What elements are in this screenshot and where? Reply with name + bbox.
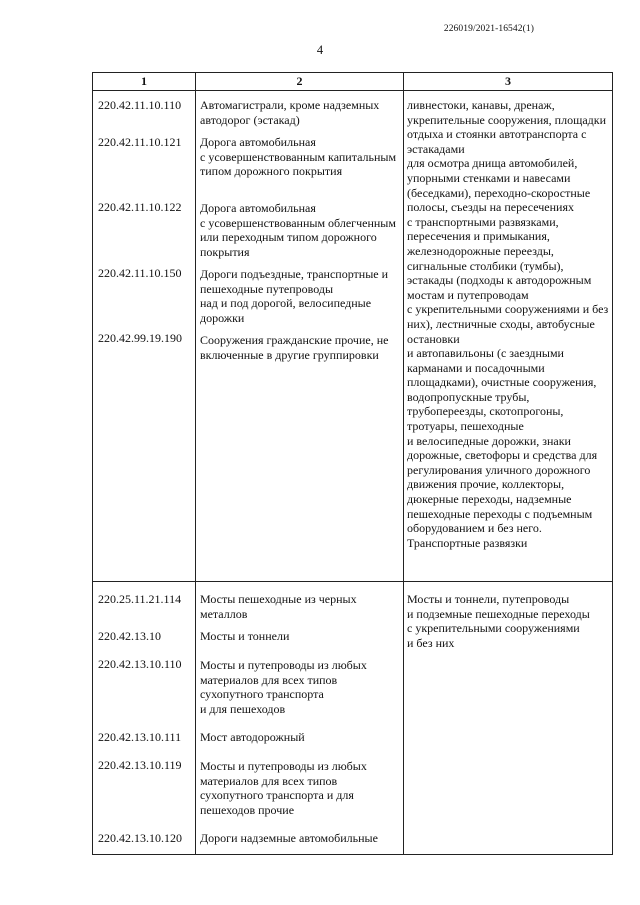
- codes-cell: [93, 582, 196, 855]
- classifier-code: 220.42.11.10.150: [98, 265, 182, 280]
- table-header-row: [93, 73, 613, 91]
- related-objects-text: Мосты и тоннели, путепроводы и подземные пешеходные переходы с укрепительными сооружениями и без них: [407, 592, 590, 650]
- classifier-code: 220.42.13.10.119: [98, 758, 182, 773]
- related-objects-cell: [404, 91, 613, 582]
- classifier-name: Сооружения гражданские прочие, не включенные в другие группировки: [200, 333, 389, 362]
- classifier-code: 220.42.99.19.190: [98, 331, 182, 346]
- column-header-3: 3: [404, 73, 613, 91]
- related-objects-text: ливнестоки, канавы, дренаж, укрепительные сооружения, площадки отдыха и стоянки автотранспорта с эстакадами для осмотра днища автомобилей, упорными стенками и навесами (беседками), переходно-скоростные полосы, съезды на пересечениях с транспортными развязками, пересечения и примыкания, железнодорожные переезды, сигнальные столбики (тумбы), эстакады (подходы к автодорожным мостам и путепроводам с укрепительными сооружениями и без них), лестничные сходы, автобусные остановки и автопавильоны (с заездными карманами и посадочными площадками), очистные сооружения, водопропускные трубы, трубопереезды, скотопрогоны, тротуары, пешеходные и велосипедные дорожки, знаки дорожные, светофоры и средства для регулирования уличного дорожного движения прочие, коллекторы, дюкерные переходы, надземные пешеходные переходы с подъемным оборудованием и без него. Транспортные развязки: [407, 98, 609, 550]
- classifier-name: Автомагистрали, кроме надземных автодорог (эстакад): [200, 98, 380, 127]
- related-objects-cell: [404, 582, 613, 855]
- classification-table: [92, 72, 613, 855]
- classifier-name: Дорога автомобильная с усовершенствованным капитальным типом дорожного покрытия: [200, 135, 397, 179]
- document-registration-number: 226019/2021-16542(1): [443, 24, 534, 34]
- names-cell: [196, 91, 404, 582]
- classifier-name: Мосты и тоннели: [200, 629, 290, 643]
- classifier-name: Мосты пешеходные из черных металлов: [200, 592, 357, 621]
- classifier-code: 220.42.11.10.121: [98, 134, 182, 149]
- names-cell: [196, 582, 404, 855]
- classifier-code: 220.42.13.10.111: [98, 729, 182, 744]
- classifier-name: Мосты и путепроводы из любых материалов для всех типов сухопутного транспорта и для пешеходов прочие: [200, 759, 367, 817]
- classifier-code: 220.25.11.21.114: [98, 592, 182, 606]
- table-section: [93, 582, 613, 855]
- classifier-name: Дорога автомобильная с усовершенствованным облегченным или переходным типом дорожного покрытия: [200, 201, 396, 259]
- column-header-2: 2: [196, 73, 404, 91]
- column-header-1: 1: [93, 73, 196, 91]
- classifier-name: Мосты и путепроводы из любых материалов для всех типов сухопутного транспорта и для пешеходов: [200, 658, 367, 716]
- classifier-name: Дороги подъездные, транспортные и пешеходные путепроводы над и под дорогой, велосипедные дорожки: [200, 267, 389, 325]
- classifier-name: Дороги надземные автомобильные: [200, 831, 378, 845]
- classifier-code: 220.42.11.10.122: [98, 200, 182, 215]
- codes-cell: [93, 91, 196, 582]
- table-section: [93, 91, 613, 582]
- classifier-code: 220.42.13.10.110: [98, 657, 182, 672]
- classifier-code: 220.42.11.10.110: [98, 98, 182, 112]
- classifier-code: 220.42.13.10: [98, 628, 161, 643]
- classifier-name: Мост автодорожный: [200, 730, 305, 744]
- page-number: 4: [316, 43, 324, 57]
- classifier-code: 220.42.13.10.120: [98, 830, 182, 845]
